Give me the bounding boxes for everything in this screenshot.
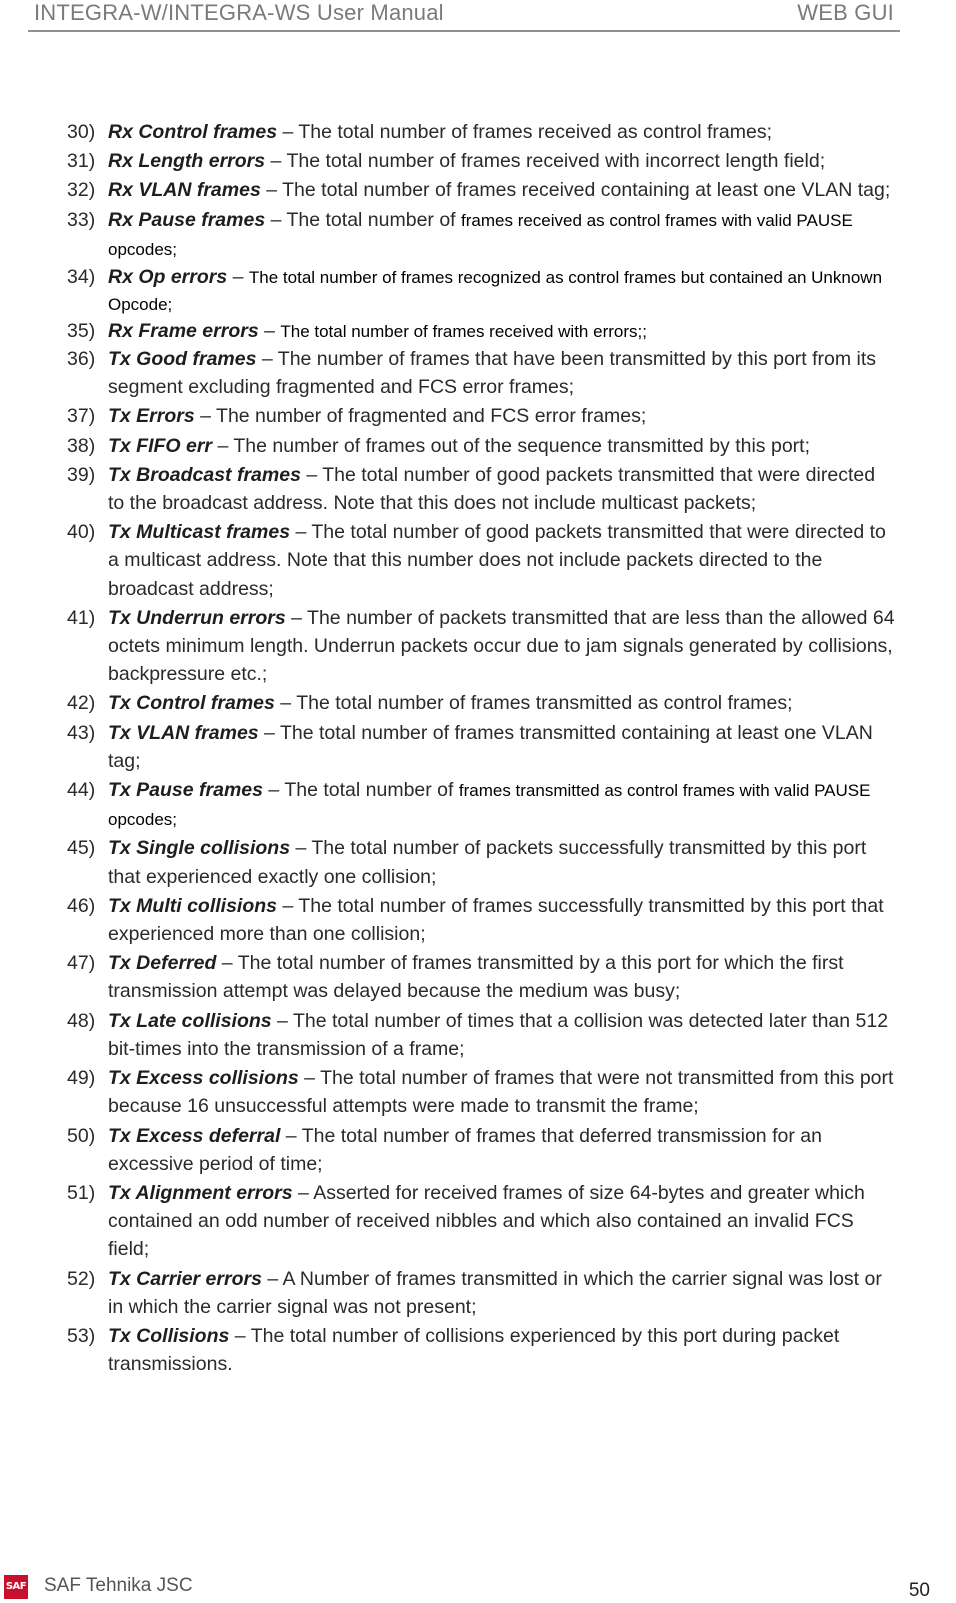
list-item [0,118,956,147]
term-separator: – [261,1267,283,1290]
term-separator: – [216,952,238,975]
list-item [0,518,956,604]
logo-text: SAF [5,1581,27,1592]
counter-description-alt-font: The total number of frames recognized as control frames but contained an Unknown Opcode; [108,268,883,315]
item-number: 49) [67,1067,96,1090]
term-separator: – [265,150,287,173]
term-separator: – [256,348,278,371]
counter-description: The total number of good packets transmitted that were directed to the broadcast address. Note that this does not include multicast packets; [108,463,876,515]
item-number: 32) [67,179,96,202]
item-number: 33) [67,208,96,231]
term-separator: – [277,121,299,143]
term-separator: – [263,779,285,802]
counter-term: Rx VLAN frames [108,179,261,202]
page-number: 50 [908,1580,930,1601]
counter-description: The number of frames that have been transmitted by this port from its segment excluding fragmented and FCS error frames; [108,348,877,399]
counter-term: Tx Single collisions [108,837,291,860]
counter-description: The total number of frames received as control frames; [298,121,772,143]
term-separator: – [212,434,234,457]
item-number: 52) [67,1267,96,1290]
section-title: WEB GUI [797,0,894,25]
list-item [0,604,956,690]
counter-description: The total number of [286,208,462,231]
saf-logo-icon [4,1575,28,1599]
counter-definitions-list [0,118,956,1379]
counter-description: The total number of [284,779,459,802]
counter-description-alt-font: frames transmitted as control frames with valid PAUSE opcodes; [108,781,871,830]
counter-description: The total number of frames transmitted as control frames; [296,692,793,715]
term-separator: – [277,894,299,917]
counter-description-alt-font: frames received as control frames with valid PAUSE opcodes; [108,210,853,259]
item-number: 40) [67,521,96,544]
list-item [0,345,956,402]
item-number: 45) [67,837,96,860]
item-number: 39) [67,463,96,486]
list-item [0,892,956,949]
list-item [0,318,956,345]
counter-description: The total number of frames received with incorrect length field; [286,150,826,173]
item-number: 30) [67,121,96,143]
list-item [0,432,956,461]
term-separator: – [290,837,312,860]
list-item [0,402,956,431]
list-item [0,264,956,318]
list-item [0,1179,956,1265]
counter-term: Tx Control frames [108,692,275,715]
counter-term: Rx Pause frames [108,208,266,231]
counter-term: Tx Broadcast frames [108,463,301,486]
counter-term: Tx Late collisions [108,1009,272,1032]
counter-description: The total number of frames received containing at least one VLAN tag; [282,179,891,202]
term-separator: – [280,1124,302,1147]
item-number: 46) [67,894,96,917]
list-item [0,719,956,776]
counter-term: Rx Control frames [108,121,278,143]
counter-term: Tx Carrier errors [108,1267,262,1290]
counter-term: Tx Deferred [108,952,217,975]
counter-term: Tx Alignment errors [108,1181,293,1204]
term-separator: – [258,320,281,343]
counter-term: Tx Underrun errors [108,606,286,629]
term-separator: – [292,1181,314,1204]
item-number: 34) [67,266,96,289]
list-item [0,206,956,264]
term-separator: – [258,721,280,744]
counter-term: Tx Pause frames [108,779,264,802]
counter-description: A Number of frames transmitted in which the carrier signal was lost or in which the carrier signal was not present; [108,1267,882,1318]
list-item [0,1122,956,1179]
counter-term: Rx Frame errors [108,320,259,343]
term-separator: – [265,208,287,231]
item-number: 48) [67,1009,96,1032]
counter-description: The total number of good packets transmitted that were directed to a multicast address. Note that this number does not include packets directed to the broadcast address; [108,521,886,600]
term-separator: – [300,463,323,486]
counter-description: The number of packets transmitted that are less than the allowed 64 octets minimum length. Underrun packets occur due to jam signals generated by collisions, backpressure etc.; [108,606,895,686]
manual-title: INTEGRA-W/INTEGRA-WS User Manual [34,0,444,25]
counter-description-alt-font: The total number of frames received with errors;; [280,322,647,342]
counter-description: The number of frames out of the sequence transmitted by this port; [233,434,810,457]
item-number: 42) [67,692,96,715]
term-separator: – [271,1009,293,1032]
term-separator: – [274,692,297,715]
counter-term: Tx Errors [108,405,195,428]
term-separator: – [227,266,249,289]
list-item [0,776,956,834]
counter-term: Tx Good frames [108,348,257,371]
item-number: 43) [67,721,96,744]
item-number: 31) [67,150,96,173]
counter-description: Asserted for received frames of size 64-bytes and greater which contained an odd number of received nibbles and which also contained an invalid FCS field; [108,1181,865,1261]
term-separator: – [290,521,312,544]
counter-description: The total number of packets successfully transmitted by this port that experienced exactly one collision; [108,837,867,888]
item-number: 35) [67,320,96,343]
list-item [0,1064,956,1121]
item-number: 36) [67,348,96,371]
term-separator: – [285,606,308,629]
item-number: 51) [67,1181,96,1204]
list-item [0,949,956,1006]
item-number: 37) [67,405,96,428]
list-item [0,689,956,718]
term-separator: – [298,1067,321,1090]
item-number: 38) [67,434,96,457]
item-number: 53) [67,1324,96,1347]
counter-term: Tx Excess collisions [108,1067,299,1090]
counter-description: The total number of times that a collision was detected later than 512 bit-times into the transmission of a frame; [108,1009,889,1060]
counter-term: Tx Multi collisions [108,894,278,917]
page-header [28,0,900,32]
list-item [0,834,956,891]
counter-description: The total number of frames that deferred transmission for an excessive period of time; [108,1124,822,1175]
list-item [0,1322,956,1379]
counter-term: Tx Multicast frames [108,521,291,544]
list-item [0,1265,956,1322]
counter-description: The total number of frames that were not transmitted from this port because 16 unsuccessful attempts were made to transmit the frame; [108,1067,894,1118]
list-item [0,1007,956,1064]
counter-term: Tx FIFO err [108,434,213,457]
term-separator: – [194,405,217,428]
list-item [0,147,956,176]
counter-description: The total number of frames transmitted containing at least one VLAN tag; [108,721,873,772]
counter-term: Tx Collisions [108,1324,230,1347]
counter-description: The total number of frames transmitted by a this port for which the first transmission attempt was delayed because the medium was busy; [108,952,844,1003]
item-number: 44) [67,779,96,802]
counter-term: Tx VLAN frames [108,721,259,744]
item-number: 50) [67,1124,96,1147]
counter-description: The total number of frames successfully transmitted by this port that experienced more than one collision; [108,894,884,946]
term-separator: – [229,1324,251,1347]
company-name: SAF Tehnika JSC [44,1575,193,1596]
counter-term: Rx Length errors [108,150,266,173]
counter-term: Rx Op errors [108,266,228,289]
term-separator: – [260,179,283,202]
list-item [0,176,956,205]
list-item [0,461,956,518]
counter-description: The total number of collisions experienced by this port during packet transmissions. [108,1324,840,1376]
item-number: 47) [67,952,96,975]
item-number: 41) [67,606,96,629]
counter-term: Tx Excess deferral [108,1124,281,1147]
counter-description: The number of fragmented and FCS error frames; [216,405,647,428]
